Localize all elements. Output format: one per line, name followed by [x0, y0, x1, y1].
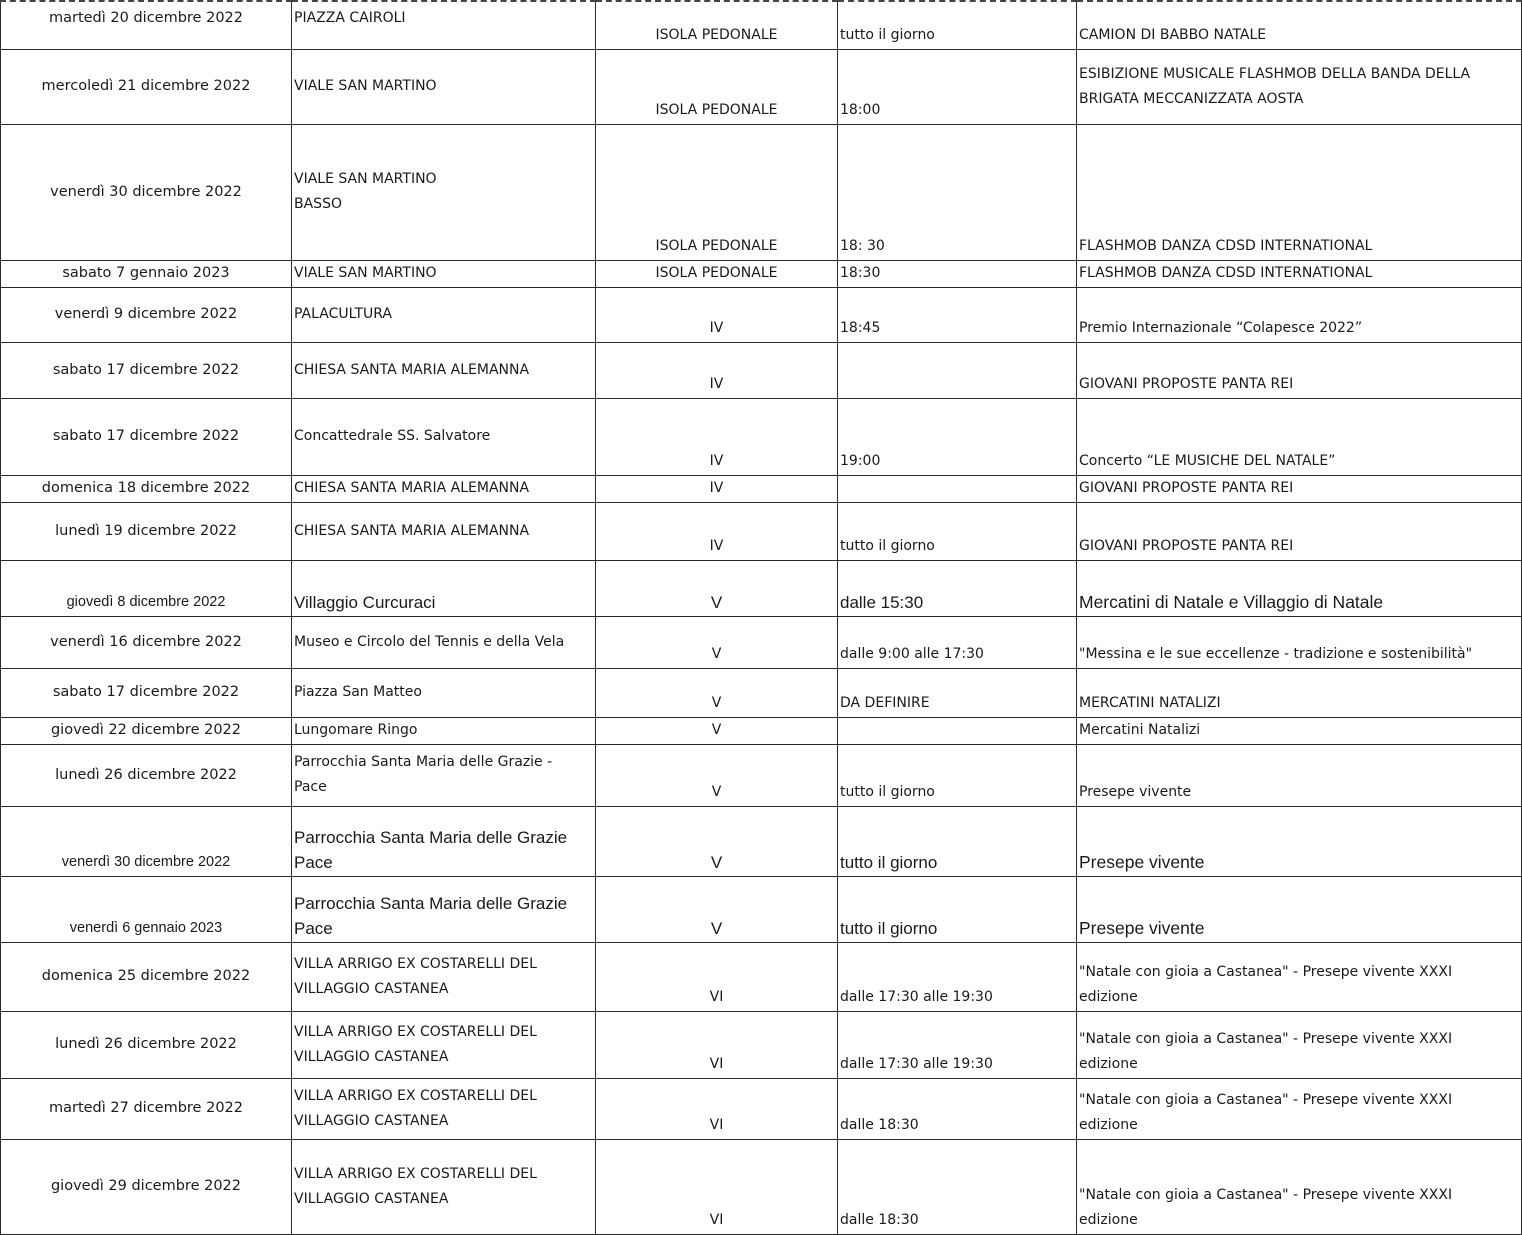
place-cell: VIALE SAN MARTINO [292, 260, 596, 287]
time-cell: dalle 18:30 [838, 1078, 1077, 1139]
event-cell: "Natale con gioia a Castanea" - Presepe vivente XXXI edizione [1077, 1139, 1522, 1234]
event-cell: Concerto “LE MUSICHE DEL NATALE” [1077, 398, 1522, 475]
date-cell: lunedì 26 dicembre 2022 [1, 744, 292, 806]
table-row [1, 342, 1522, 398]
area-cell: V [596, 668, 838, 717]
date-cell: mercoledì 21 dicembre 2022 [1, 49, 292, 124]
table-row [1, 398, 1522, 475]
place-cell: Villaggio Curcuraci [292, 560, 596, 616]
area-cell: ISOLA PEDONALE [596, 1, 838, 49]
date-cell: sabato 7 gennaio 2023 [1, 260, 292, 287]
date-cell: giovedì 29 dicembre 2022 [1, 1139, 292, 1234]
table-row [1, 560, 1522, 616]
place-cell: CHIESA SANTA MARIA ALEMANNA [292, 502, 596, 560]
event-cell: Presepe vivente [1077, 876, 1522, 942]
time-cell: 18:00 [838, 49, 1077, 124]
event-cell: "Messina e le sue eccellenze - tradizione e sostenibilità" [1077, 616, 1522, 668]
date-cell: venerdì 30 dicembre 2022 [1, 124, 292, 260]
table-row [1, 616, 1522, 668]
area-cell: IV [596, 398, 838, 475]
table-row [1, 502, 1522, 560]
area-cell: V [596, 806, 838, 876]
time-cell [838, 475, 1077, 502]
event-cell: Presepe vivente [1077, 744, 1522, 806]
area-cell: V [596, 717, 838, 744]
area-cell: VI [596, 942, 838, 1011]
area-cell: V [596, 744, 838, 806]
date-cell: venerdì 16 dicembre 2022 [1, 616, 292, 668]
time-cell: 18:30 [838, 260, 1077, 287]
area-cell: IV [596, 502, 838, 560]
table-row [1, 1078, 1522, 1139]
event-cell: CAMION DI BABBO NATALE [1077, 1, 1522, 49]
time-cell: DA DEFINIRE [838, 668, 1077, 717]
time-cell: 18: 30 [838, 124, 1077, 260]
event-cell: "Natale con gioia a Castanea" - Presepe vivente XXXI edizione [1077, 942, 1522, 1011]
place-cell: VILLA ARRIGO EX COSTARELLI DEL VILLAGGIO CASTANEA [292, 1011, 596, 1078]
area-cell: ISOLA PEDONALE [596, 260, 838, 287]
time-cell: dalle 15:30 [838, 560, 1077, 616]
place-cell: Lungomare Ringo [292, 717, 596, 744]
table-row [1, 876, 1522, 942]
place-cell: Museo e Circolo del Tennis e della Vela [292, 616, 596, 668]
date-cell: lunedì 26 dicembre 2022 [1, 1011, 292, 1078]
date-cell: martedì 20 dicembre 2022 [1, 1, 292, 49]
event-cell: GIOVANI PROPOSTE PANTA REI [1077, 475, 1522, 502]
event-cell: GIOVANI PROPOSTE PANTA REI [1077, 342, 1522, 398]
place-cell: Parrocchia Santa Maria delle Grazie - Pace [292, 744, 596, 806]
event-cell: GIOVANI PROPOSTE PANTA REI [1077, 502, 1522, 560]
time-cell: 19:00 [838, 398, 1077, 475]
date-cell: sabato 17 dicembre 2022 [1, 398, 292, 475]
table-row [1, 260, 1522, 287]
place-cell: Concattedrale SS. Salvatore [292, 398, 596, 475]
date-cell: domenica 18 dicembre 2022 [1, 475, 292, 502]
place-cell: PIAZZA CAIROLI [292, 1, 596, 49]
time-cell: tutto il giorno [838, 744, 1077, 806]
table-row [1, 668, 1522, 717]
event-cell: Mercatini Natalizi [1077, 717, 1522, 744]
area-cell: ISOLA PEDONALE [596, 49, 838, 124]
table-row [1, 942, 1522, 1011]
table-row [1, 744, 1522, 806]
table-row [1, 287, 1522, 342]
place-cell: Parrocchia Santa Maria delle Grazie Pace [292, 876, 596, 942]
date-cell: martedì 27 dicembre 2022 [1, 1078, 292, 1139]
event-cell: FLASHMOB DANZA CDSD INTERNATIONAL [1077, 260, 1522, 287]
area-cell: IV [596, 287, 838, 342]
table-row [1, 1, 1522, 49]
table-row [1, 49, 1522, 124]
place-cell: VILLA ARRIGO EX COSTARELLI DEL VILLAGGIO CASTANEA [292, 1078, 596, 1139]
date-cell: sabato 17 dicembre 2022 [1, 668, 292, 717]
area-cell: IV [596, 475, 838, 502]
event-cell: "Natale con gioia a Castanea" - Presepe vivente XXXI edizione [1077, 1011, 1522, 1078]
area-cell: V [596, 560, 838, 616]
table-row [1, 1139, 1522, 1234]
area-cell: IV [596, 342, 838, 398]
event-cell: MERCATINI NATALIZI [1077, 668, 1522, 717]
place-cell: CHIESA SANTA MARIA ALEMANNA [292, 475, 596, 502]
date-cell: lunedì 19 dicembre 2022 [1, 502, 292, 560]
time-cell [838, 717, 1077, 744]
place-cell: CHIESA SANTA MARIA ALEMANNA [292, 342, 596, 398]
time-cell: dalle 17:30 alle 19:30 [838, 942, 1077, 1011]
table-row [1, 475, 1522, 502]
area-cell: VI [596, 1139, 838, 1234]
place-cell: VIALE SAN MARTINO BASSO [292, 124, 596, 260]
place-cell: Parrocchia Santa Maria delle Grazie Pace [292, 806, 596, 876]
place-cell: VILLA ARRIGO EX COSTARELLI DEL VILLAGGIO CASTANEA [292, 1139, 596, 1234]
place-cell: PALACULTURA [292, 287, 596, 342]
date-cell: venerdì 30 dicembre 2022 [1, 806, 292, 876]
event-cell: Presepe vivente [1077, 806, 1522, 876]
place-cell: VILLA ARRIGO EX COSTARELLI DEL VILLAGGIO CASTANEA [292, 942, 596, 1011]
table-row [1, 124, 1522, 260]
time-cell: tutto il giorno [838, 876, 1077, 942]
date-cell: venerdì 6 gennaio 2023 [1, 876, 292, 942]
table-row [1, 1011, 1522, 1078]
date-cell: venerdì 9 dicembre 2022 [1, 287, 292, 342]
area-cell: VI [596, 1078, 838, 1139]
area-cell: V [596, 616, 838, 668]
time-cell: tutto il giorno [838, 1, 1077, 49]
time-cell: dalle 9:00 alle 17:30 [838, 616, 1077, 668]
time-cell: tutto il giorno [838, 806, 1077, 876]
event-cell: "Natale con gioia a Castanea" - Presepe vivente XXXI edizione [1077, 1078, 1522, 1139]
event-cell: Premio Internazionale “Colapesce 2022” [1077, 287, 1522, 342]
time-cell: dalle 18:30 [838, 1139, 1077, 1234]
date-cell: giovedì 22 dicembre 2022 [1, 717, 292, 744]
place-cell: VIALE SAN MARTINO [292, 49, 596, 124]
table-row [1, 806, 1522, 876]
area-cell: VI [596, 1011, 838, 1078]
event-cell: FLASHMOB DANZA CDSD INTERNATIONAL [1077, 124, 1522, 260]
place-cell: Piazza San Matteo [292, 668, 596, 717]
time-cell: dalle 17:30 alle 19:30 [838, 1011, 1077, 1078]
time-cell: 18:45 [838, 287, 1077, 342]
table-row [1, 717, 1522, 744]
date-cell: sabato 17 dicembre 2022 [1, 342, 292, 398]
time-cell [838, 342, 1077, 398]
area-cell: V [596, 876, 838, 942]
date-cell: giovedì 8 dicembre 2022 [1, 560, 292, 616]
time-cell: tutto il giorno [838, 502, 1077, 560]
event-cell: ESIBIZIONE MUSICALE FLASHMOB DELLA BANDA DELLA BRIGATA MECCANIZZATA AOSTA [1077, 49, 1522, 124]
event-cell: Mercatini di Natale e Villaggio di Natale [1077, 560, 1522, 616]
date-cell: domenica 25 dicembre 2022 [1, 942, 292, 1011]
area-cell: ISOLA PEDONALE [596, 124, 838, 260]
